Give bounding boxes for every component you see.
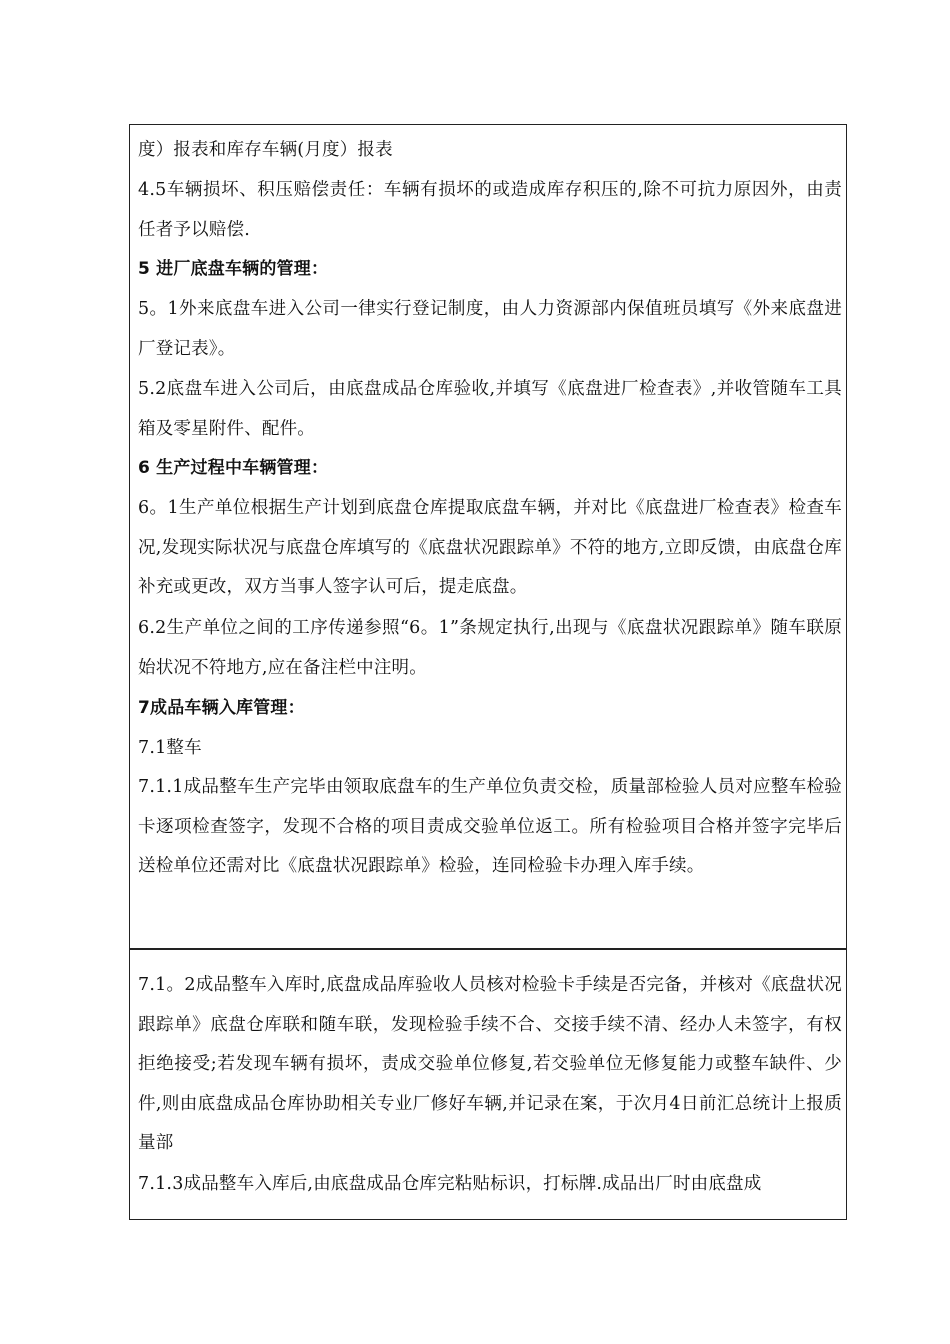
paragraph-5-2: 5.2底盘车进入公司后，由底盘成品仓库验收,并填写《底盘进厂检查表》,并收管随车工具箱及零星附件、配件。	[138, 379, 842, 439]
heading-section-7: 7成品车辆入库管理：	[138, 698, 305, 718]
paragraph-7-1: 7.1整车	[138, 738, 202, 758]
paragraph-5-1: 5。1外来底盘车进入公司一律实行登记制度，由人力资源部内保值班员填写《外来底盘进厂登记表》。	[138, 299, 842, 359]
paragraph-6-2: 6.2生产单位之间的工序传递参照“6。1”条规定执行,出现与《底盘状况跟踪单》随车联原始状况不符地方,应在备注栏中注明。	[138, 618, 842, 678]
paragraph-7-1-2: 7.1。2成品整车入库时,底盘成品库验收人员核对检验卡手续是否完备，并核对《底盘状况跟踪单》底盘仓库联和随车联，发现检验手续不合、交接手续不清、经办人未签字，有权拒绝接受;若发现车辆有损坏，责成交验单位修复,若交验单位无修复能力或整车缺件、少件,则由底盘成品仓库协助相关专业厂修好车辆,并记录在案，于次月4日前汇总统计上报质量部	[138, 975, 842, 1153]
heading-section-5: 5 进厂底盘车辆的管理：	[138, 259, 329, 279]
heading-section-6: 6 生产过程中车辆管理：	[138, 458, 329, 478]
paragraph-7-1-1: 7.1.1成品整车生产完毕由领取底盘车的生产单位负责交检，质量部检验人员对应整车检验卡逐项检查签字，发现不合格的项目责成交验单位返工。所有检验项目合格并签字完毕后送检单位还需对比《底盘状况跟踪单》检验，连同检验卡办理入库手续。	[138, 777, 842, 876]
paragraph-report: 度）报表和库存车辆(月度）报表	[138, 140, 393, 160]
paragraph-4-5: 4.5车辆损坏、积压赔偿责任：车辆有损坏的或造成库存积压的,除不可抗力原因外，由责任者予以赔偿.	[138, 180, 842, 240]
paragraph-6-1: 6。1生产单位根据生产计划到底盘仓库提取底盘车辆，并对比《底盘进厂检查表》检查车况,发现实际状况与底盘仓库填写的《底盘状况跟踪单》不符的地方,立即反馈，由底盘仓库补充或更改，双方当事人签字认可后，提走底盘。	[138, 498, 842, 597]
paragraph-7-1-3: 7.1.3成品整车入库后,由底盘成品仓库完粘贴标识，打标牌.成品出厂时由底盘成	[138, 1174, 762, 1194]
